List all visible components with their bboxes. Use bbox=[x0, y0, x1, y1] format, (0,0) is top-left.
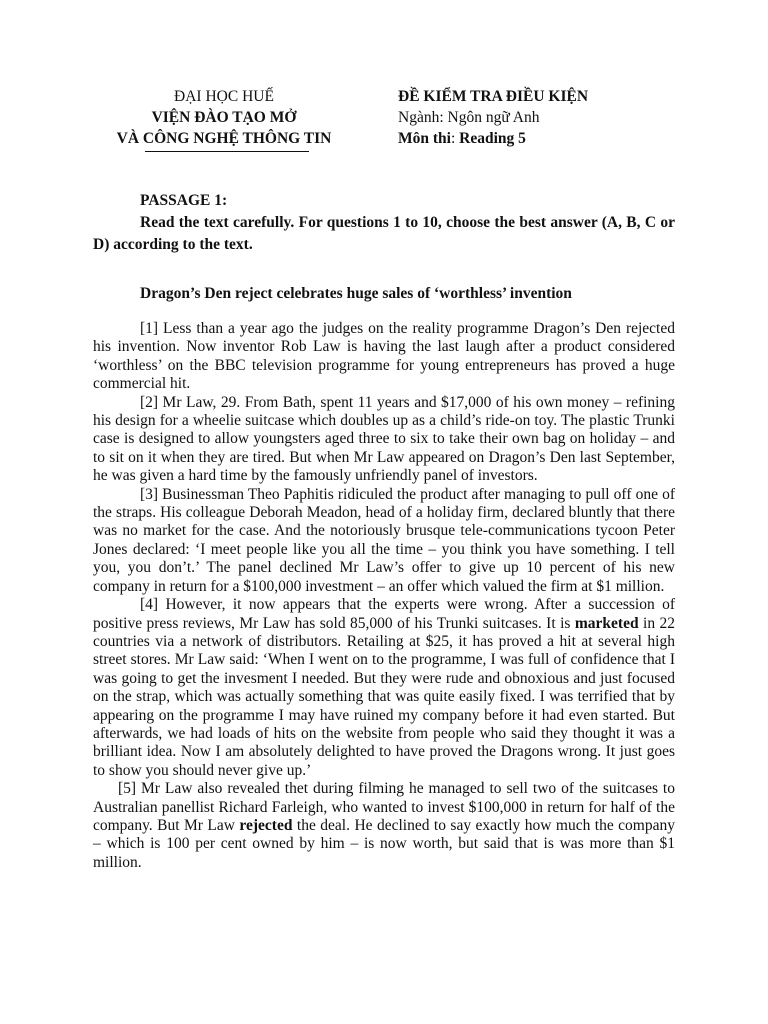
paragraph-4-part-b: in 22 countries via a network of distributors. Retailing at $25, it has proved a hit at several high street stores. Mr Law said: ‘When I went on to the programme, I was full of confidence that I was going to get the invesment I needed. But they were rude and obnoxious and just focused on the strap, which was actually something that was quite easily fixed. I was terrified that by appearing on the programme I may have ruined my company before it had even started. But afterwards, we had loads of hits on the website from people who said they thought it was a brilliant idea. Now I am absolutely delighted to have proved the Dragons wrong. It just goes to show you should never give up.’ bbox=[93, 614, 676, 779]
university-name: ĐẠI HỌC HUẾ bbox=[174, 88, 274, 105]
paragraph-3: [3] Businessman Theo Paphitis ridiculed the product after managing to pull off one of the straps. His colleague Deborah Meadon, head of a holiday firm, declared bluntly that there was no market for the case. And the notoriously brusque tele-communications tycoon Peter Jones declared: ‘I meet people like you all the time – you think you have something. I tell you, you don’t.’ The panel declined Mr Law’s offer to give up 10 percent of his new company in return for a $100,000 investment – an offer which valued the firm at $1 million. bbox=[93, 485, 675, 595]
exam-subject-value: Reading 5 bbox=[459, 130, 526, 147]
paragraph-5 bbox=[93, 780, 675, 872]
institute-name-line2: VÀ CÔNG NGHỆ THÔNG TIN bbox=[116, 130, 332, 147]
institute-name-line1: VIỆN ĐÀO TẠO MỞ bbox=[151, 109, 297, 126]
header-underline bbox=[145, 151, 310, 152]
paragraph-5-keyword: rejected bbox=[239, 816, 293, 834]
passage-instruction: Read the text carefully. For questions 1 to 10, choose the best answer (A, B, C or D) according to the text. bbox=[93, 214, 675, 253]
institute-name-line2-wrap bbox=[117, 128, 332, 149]
paragraph-4-part-a: [4] However, it now appears that the experts were wrong. After a succession of positive press reviews, Mr Law has sold 85,000 of his Trunki suitcases. It is bbox=[93, 596, 675, 632]
exam-major: Ngành: Ngôn ngữ Anh bbox=[398, 109, 540, 126]
exam-header bbox=[398, 86, 698, 149]
passage-title: PASSAGE 1: bbox=[140, 192, 228, 209]
paragraph-4 bbox=[93, 596, 675, 780]
institution-header bbox=[96, 86, 352, 149]
passage-heading bbox=[93, 190, 675, 256]
paragraph-5-part-b: the deal. He declined to say exactly how much the company – which is 100 per cent owned by him – is now worth, but said that is was more than $1 million. bbox=[93, 816, 675, 871]
article-title: Dragon’s Den reject celebrates huge sales of ‘worthless’ invention bbox=[140, 285, 572, 302]
paragraph-5-part-a: [5] Mr Law also revealed thet during filming he managed to sell two of the suitcases to Australian panellist Richard Farleigh, who wanted to invest $100,000 in return for half of the company. But Mr Law bbox=[93, 780, 675, 834]
exam-subject-separator: : bbox=[450, 130, 460, 147]
article-body bbox=[93, 320, 675, 872]
exam-subject bbox=[398, 128, 698, 149]
exam-title: ĐỀ KIỂM TRA ĐIỀU KIỆN bbox=[398, 88, 589, 105]
exam-subject-label: Môn thi bbox=[398, 130, 451, 147]
paragraph-1: [1] Less than a year ago the judges on the reality programme Dragon’s Den rejected his invention. Now inventor Rob Law is having the last laugh after a product considered ‘worthless’ on the BBC television programme for young entrepreneurs has proved a huge commercial hit. bbox=[93, 320, 675, 393]
paragraph-4-keyword: marketed bbox=[574, 614, 639, 632]
paragraph-2: [2] Mr Law, 29. From Bath, spent 11 years and $17,000 of his own money – refining his design for a wheelie suitcase which doubles up as a child’s ride-on toy. The plastic Trunki case is designed to allow youngsters aged three to six to take their own bag on holiday – and to sit on it when they are tired. But when Mr Law appeared on Dragon’s Den last September, he was given a hard time by the famously unfriendly panel of investors. bbox=[93, 393, 675, 485]
